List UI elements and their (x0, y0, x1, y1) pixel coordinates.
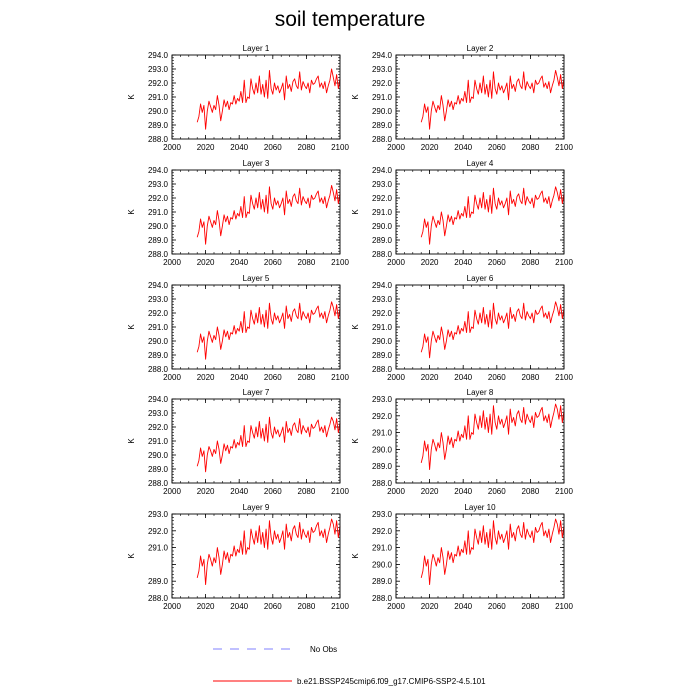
y-tick-label: 293.0 (147, 180, 168, 189)
y-tick-label: 291.0 (371, 208, 392, 217)
y-tick-label: 292.0 (371, 309, 392, 318)
x-tick-label: 2000 (387, 373, 405, 382)
y-axis-label: K (127, 324, 136, 330)
x-tick-label: 2080 (297, 258, 316, 267)
plot-frame (172, 514, 340, 598)
x-tick-label: 2020 (420, 487, 439, 496)
chart-panel (127, 503, 349, 611)
y-tick-label: 290.0 (147, 451, 168, 460)
y-tick-label: 293.0 (371, 395, 392, 404)
panel-title: Layer 9 (242, 503, 270, 512)
panel-title: Layer 1 (242, 44, 270, 53)
chart-panel (351, 274, 573, 382)
y-tick-label: 290.0 (371, 445, 392, 455)
y-axis-label: K (351, 324, 360, 330)
chart-panel (351, 388, 573, 496)
x-tick-label: 2020 (420, 373, 439, 382)
x-tick-label: 2040 (454, 143, 473, 152)
x-tick-label: 2040 (230, 373, 249, 382)
y-tick-label: 291.0 (147, 437, 168, 446)
panel-title: Layer 6 (466, 274, 494, 283)
y-tick-label: 292.0 (147, 309, 168, 318)
plot-frame (396, 399, 564, 483)
x-tick-label: 2060 (487, 143, 506, 152)
x-tick-label: 2020 (196, 487, 215, 496)
x-tick-label: 2060 (487, 487, 506, 496)
x-tick-label: 2000 (387, 258, 405, 267)
x-tick-label: 2080 (521, 602, 540, 611)
y-tick-label: 291.0 (147, 93, 168, 102)
y-tick-label: 292.0 (371, 194, 392, 203)
panel-title: Layer 2 (466, 44, 494, 53)
y-tick-label: 288.0 (147, 135, 168, 144)
x-tick-label: 2060 (263, 143, 282, 152)
series-line (421, 404, 564, 470)
y-tick-label: 291.0 (371, 543, 392, 553)
legend-label: b.e21.BSSP245cmip6.f09_g17.CMIP6-SSP2-4.5.101 (297, 677, 486, 686)
x-tick-label: 2060 (487, 602, 506, 611)
panel-title: Layer 4 (466, 159, 494, 168)
series-line (421, 187, 564, 244)
y-tick-label: 292.0 (147, 526, 168, 536)
plot-frame (396, 55, 564, 139)
x-tick-label: 2080 (521, 258, 540, 267)
chart-panel (351, 159, 573, 267)
x-tick-label: 2080 (521, 487, 540, 496)
y-tick-label: 293.0 (371, 510, 392, 519)
legend-label: No Obs (310, 645, 338, 654)
y-tick-label: 290.0 (371, 222, 392, 231)
y-tick-label: 289.0 (371, 462, 392, 472)
y-tick-label: 293.0 (147, 510, 168, 519)
y-tick-label: 293.0 (371, 65, 392, 74)
series-line (197, 519, 340, 585)
y-tick-label: 294.0 (147, 281, 168, 290)
x-tick-label: 2040 (230, 143, 249, 152)
y-axis-label: K (127, 94, 136, 100)
y-tick-label: 292.0 (371, 79, 392, 88)
plot-frame (172, 170, 340, 254)
x-tick-label: 2000 (387, 143, 405, 152)
panel-title: Layer 8 (466, 388, 494, 397)
y-tick-label: 290.0 (371, 107, 392, 116)
x-tick-label: 2080 (521, 373, 540, 382)
x-tick-label: 2100 (555, 258, 573, 267)
x-tick-label: 2060 (263, 487, 282, 496)
y-tick-label: 291.0 (371, 93, 392, 102)
y-tick-label: 292.0 (147, 79, 168, 88)
x-tick-label: 2020 (420, 602, 439, 611)
chart-panel (127, 274, 349, 382)
y-tick-label: 294.0 (371, 166, 392, 175)
y-tick-label: 289.0 (371, 236, 392, 245)
y-tick-label: 293.0 (371, 295, 392, 304)
y-tick-label: 292.0 (371, 411, 392, 421)
x-tick-label: 2000 (387, 487, 405, 496)
y-tick-label: 293.0 (371, 180, 392, 189)
y-tick-label: 290.0 (371, 560, 392, 570)
y-tick-label: 293.0 (147, 295, 168, 304)
y-tick-label: 289.0 (147, 577, 168, 587)
x-tick-label: 2040 (454, 487, 473, 496)
x-tick-label: 2060 (263, 602, 282, 611)
x-tick-label: 2020 (196, 258, 215, 267)
x-tick-label: 2100 (331, 373, 349, 382)
series-line (197, 302, 340, 359)
y-tick-label: 289.0 (147, 465, 168, 474)
y-axis-label: K (127, 438, 136, 444)
x-tick-label: 2060 (487, 373, 506, 382)
y-tick-label: 290.0 (371, 337, 392, 346)
y-axis-label: K (127, 553, 136, 559)
y-tick-label: 291.0 (371, 323, 392, 332)
plot-frame (396, 170, 564, 254)
y-axis-label: K (351, 553, 360, 559)
x-tick-label: 2020 (196, 373, 215, 382)
y-tick-label: 289.0 (371, 577, 392, 587)
y-tick-label: 293.0 (147, 409, 168, 418)
y-tick-label: 291.0 (147, 543, 168, 553)
x-tick-label: 2020 (196, 143, 215, 152)
y-tick-label: 292.0 (147, 194, 168, 203)
y-tick-label: 294.0 (147, 51, 168, 60)
series-line (421, 302, 564, 358)
plot-frame (172, 285, 340, 369)
x-tick-label: 2040 (230, 258, 249, 267)
y-tick-label: 291.0 (147, 323, 168, 332)
y-tick-label: 288.0 (371, 135, 392, 144)
y-tick-label: 288.0 (147, 479, 168, 488)
plot-frame (172, 55, 340, 139)
x-tick-label: 2000 (163, 373, 181, 382)
x-tick-label: 2080 (297, 602, 316, 611)
x-tick-label: 2080 (521, 143, 540, 152)
panel-title: Layer 3 (242, 159, 270, 168)
y-tick-label: 289.0 (147, 236, 168, 245)
x-tick-label: 2000 (387, 602, 405, 611)
y-tick-label: 292.0 (147, 423, 168, 432)
x-tick-label: 2040 (454, 258, 473, 267)
plot-frame (396, 285, 564, 369)
plot-frame (172, 399, 340, 483)
chart-panel (127, 159, 349, 267)
x-tick-label: 2100 (555, 143, 573, 152)
x-tick-label: 2060 (487, 258, 506, 267)
y-axis-label: K (351, 209, 360, 215)
y-tick-label: 290.0 (147, 107, 168, 116)
chart-panel (351, 503, 573, 611)
plot-frame (396, 514, 564, 598)
x-tick-label: 2100 (331, 258, 349, 267)
x-tick-label: 2100 (555, 602, 573, 611)
x-tick-label: 2040 (230, 487, 249, 496)
panel-title: Layer 10 (464, 503, 496, 512)
y-tick-label: 293.0 (147, 65, 168, 74)
x-tick-label: 2040 (454, 373, 473, 382)
y-tick-label: 292.0 (371, 526, 392, 536)
y-tick-label: 294.0 (147, 166, 168, 175)
chart-panel (127, 388, 349, 496)
panel-title: Layer 7 (242, 388, 270, 397)
y-axis-label: K (351, 438, 360, 444)
x-tick-label: 2100 (331, 487, 349, 496)
x-tick-label: 2020 (420, 143, 439, 152)
y-tick-label: 290.0 (147, 337, 168, 346)
y-tick-label: 288.0 (147, 365, 168, 374)
series-line (421, 70, 564, 129)
x-tick-label: 2060 (263, 373, 282, 382)
y-axis-label: K (127, 209, 136, 215)
chart-panel (127, 44, 349, 152)
y-tick-label: 291.0 (371, 428, 392, 438)
x-tick-label: 2080 (297, 143, 316, 152)
y-tick-label: 294.0 (147, 395, 168, 404)
series-line (197, 185, 340, 244)
y-axis-label: K (351, 94, 360, 100)
x-tick-label: 2020 (420, 258, 439, 267)
y-tick-label: 288.0 (147, 594, 168, 603)
x-tick-label: 2100 (331, 602, 349, 611)
y-tick-label: 294.0 (371, 51, 392, 60)
y-tick-label: 289.0 (147, 121, 168, 130)
series-line (421, 519, 564, 585)
x-tick-label: 2060 (263, 258, 282, 267)
x-tick-label: 2080 (297, 487, 316, 496)
chart-panel (351, 44, 573, 152)
x-tick-label: 2000 (163, 143, 181, 152)
y-tick-label: 289.0 (371, 351, 392, 360)
x-tick-label: 2080 (297, 373, 316, 382)
panel-title: Layer 5 (242, 274, 270, 283)
x-tick-label: 2040 (454, 602, 473, 611)
x-tick-label: 2040 (230, 602, 249, 611)
x-tick-label: 2020 (196, 602, 215, 611)
y-tick-label: 294.0 (371, 281, 392, 290)
x-tick-label: 2100 (555, 373, 573, 382)
x-tick-label: 2100 (331, 143, 349, 152)
y-tick-label: 290.0 (147, 222, 168, 231)
y-tick-label: 288.0 (371, 365, 392, 374)
y-tick-label: 289.0 (371, 121, 392, 130)
x-tick-label: 2000 (163, 487, 181, 496)
y-tick-label: 289.0 (147, 351, 168, 360)
y-tick-label: 288.0 (147, 250, 168, 259)
series-line (197, 417, 340, 472)
x-tick-label: 2000 (163, 258, 181, 267)
x-tick-label: 2100 (555, 487, 573, 496)
y-tick-label: 291.0 (147, 208, 168, 217)
x-tick-label: 2000 (163, 602, 181, 611)
series-line (197, 69, 340, 129)
y-tick-label: 288.0 (371, 479, 392, 488)
y-tick-label: 288.0 (371, 250, 392, 259)
figure-title: soil temperature (274, 8, 426, 31)
y-tick-label: 288.0 (371, 594, 392, 603)
